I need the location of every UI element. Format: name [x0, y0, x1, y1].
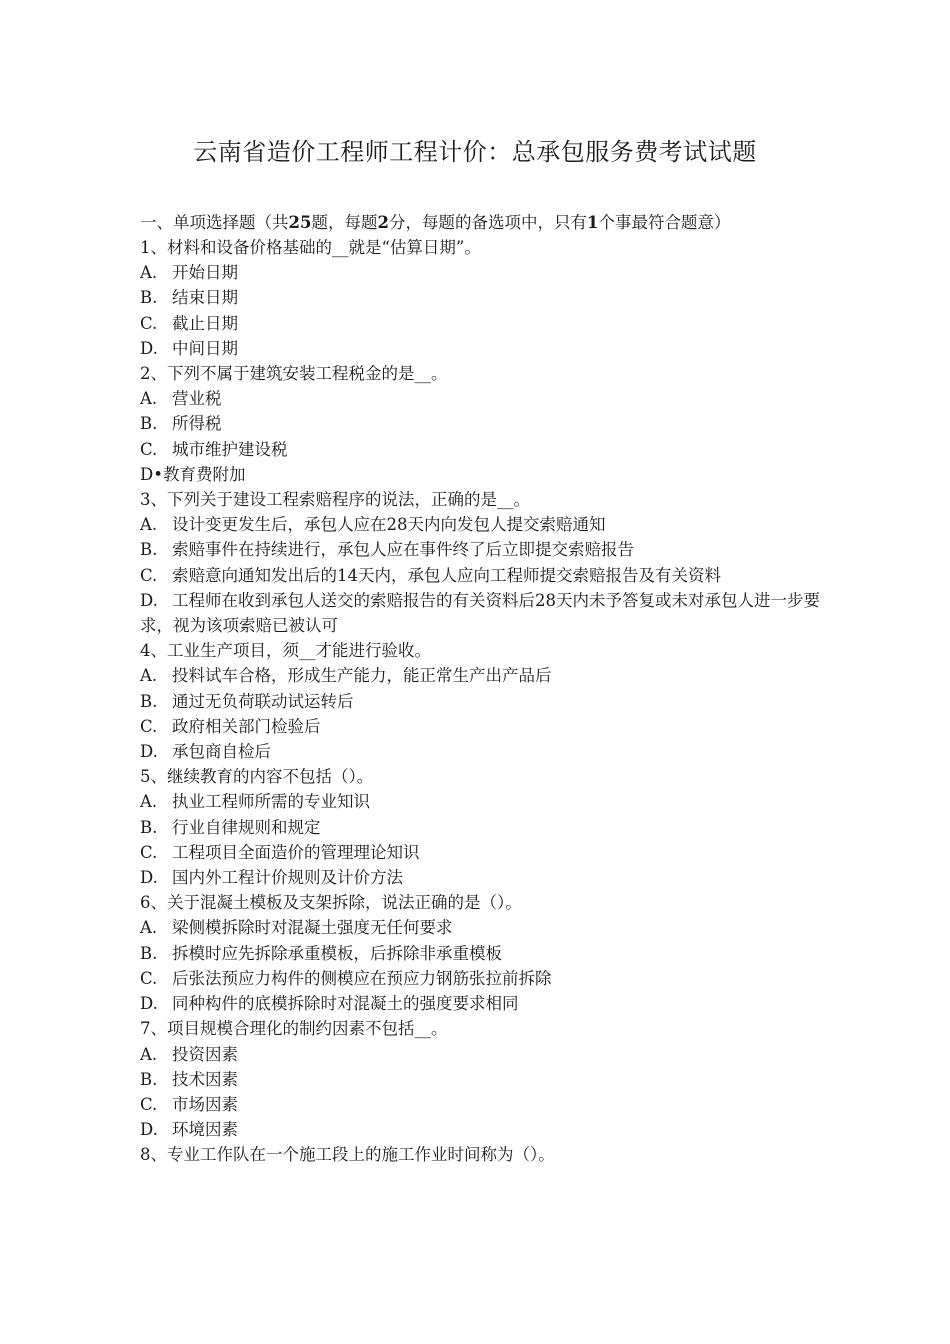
answer-option [140, 1067, 820, 1092]
answer-option [140, 789, 820, 814]
option-letter: A. [140, 666, 158, 686]
answer-option [140, 1117, 820, 1142]
option-text: 承包商自检后 [172, 742, 271, 762]
option-letter: D. [140, 742, 158, 762]
option-text: 截止日期 [172, 313, 238, 333]
option-letter: D. [140, 590, 158, 610]
option-letter: B. [140, 414, 158, 434]
option-text: 城市维护建设税 [172, 439, 288, 459]
option-letter: A. [140, 918, 158, 938]
option-letter: D. [140, 1120, 158, 1140]
answer-option [140, 285, 820, 310]
answer-option [140, 739, 820, 764]
answer-option [140, 311, 820, 336]
answer-option [140, 865, 820, 890]
page-title: 云南省造价工程师工程计价：总承包服务费考试试题 [193, 138, 757, 166]
option-text: 营业税 [172, 389, 222, 409]
question-stem: 1、材料和设备价格基础的__就是“估算日期”。 [140, 238, 481, 257]
option-text: 工程师在收到承包人送交的索赔报告的有关资料后28天内未予答复或未对承包人进一步要求，视为该项索赔已被认可 [140, 590, 820, 636]
option-text: 所得税 [172, 414, 222, 434]
answer-option [140, 386, 820, 411]
answer-option [140, 411, 820, 436]
option-text: 梁侧模拆除时对混凝土强度无任何要求 [172, 918, 453, 938]
answer-option [140, 563, 820, 588]
option-letter: B. [140, 1069, 158, 1089]
option-letter: C. [140, 565, 158, 585]
option-text: 同种构件的底模拆除时对混凝土的强度要求相同 [172, 994, 519, 1014]
option-text: 索赔意向通知发出后的14天内，承包人应向工程师提交索赔报告及有关资料 [172, 565, 721, 585]
option-letter: C. [140, 439, 158, 459]
answer-option [140, 689, 820, 714]
option-letter: C. [140, 716, 158, 736]
answer-option [140, 537, 820, 562]
option-text: 政府相关部门检验后 [172, 716, 321, 736]
answer-option [140, 815, 820, 840]
option-letter: B. [140, 540, 158, 560]
option-text: 结束日期 [172, 288, 238, 308]
question-stem: 8、专业工作队在一个施工段上的施工作业时间称为（）。 [140, 1145, 555, 1165]
answer-option [140, 966, 820, 991]
answer-option [140, 663, 820, 688]
option-text: 市场因素 [172, 1094, 238, 1114]
option-text: 执业工程师所需的专业知识 [172, 792, 370, 812]
option-letter: D. [140, 868, 158, 888]
answer-option: D•教育费附加 [140, 464, 246, 484]
option-text: 行业自律规则和规定 [172, 817, 321, 837]
option-text: 投资因素 [172, 1044, 238, 1064]
option-letter: B. [140, 691, 158, 711]
answer-option [140, 1092, 820, 1117]
question-stem: 3、下列关于建设工程索赔程序的说法，正确的是__。 [140, 490, 530, 510]
option-text: 投料试车合格，形成生产能力，能正常生产出产品后 [172, 666, 552, 686]
answer-option [140, 336, 820, 361]
option-letter: C. [140, 968, 158, 988]
answer-option [140, 512, 820, 537]
question-stem: 7、项目规模合理化的制约因素不包括__。 [140, 1019, 448, 1039]
option-letter: D. [140, 338, 158, 358]
question-stem: 2、下列不属于建筑安装工程税金的是__。 [140, 364, 448, 384]
question-list [140, 235, 820, 1168]
answer-option [140, 260, 820, 285]
option-text: 中间日期 [172, 338, 238, 358]
answer-option [140, 840, 820, 865]
option-letter: A. [140, 1044, 158, 1064]
answer-option [140, 941, 820, 966]
option-letter: B. [140, 288, 158, 308]
option-letter: A. [140, 792, 158, 812]
option-text: 环境因素 [172, 1120, 238, 1140]
question-stem: 4、工业生产项目，须__才能进行验收。 [140, 641, 431, 661]
option-text: 技术因素 [172, 1069, 238, 1089]
answer-option [140, 588, 820, 638]
option-text: 开始日期 [172, 263, 238, 283]
question-stem: 5、继续教育的内容不包括（）。 [140, 767, 374, 787]
exam-body [140, 210, 820, 1168]
answer-option [140, 915, 820, 940]
option-letter: A. [140, 515, 158, 535]
option-letter: C. [140, 313, 158, 333]
option-text: 工程项目全面造价的管理理论知识 [172, 842, 420, 862]
option-text: 国内外工程计价规则及计价方法 [172, 868, 403, 888]
option-text: 后张法预应力构件的侧模应在预应力钢筋张拉前拆除 [172, 968, 552, 988]
answer-option [140, 714, 820, 739]
option-letter: C. [140, 1094, 158, 1114]
option-letter: B. [140, 817, 158, 837]
option-text: 设计变更发生后，承包人应在28天内向发包人提交索赔通知 [172, 515, 606, 535]
option-letter: A. [140, 389, 158, 409]
answer-option [140, 1042, 820, 1067]
option-letter: A. [140, 263, 158, 283]
answer-option [140, 991, 820, 1016]
option-letter: B. [140, 943, 158, 963]
option-text: 拆模时应先拆除承重模板，后拆除非承重模板 [172, 943, 502, 963]
answer-option [140, 437, 820, 462]
option-letter: D. [140, 994, 158, 1014]
option-letter: C. [140, 842, 158, 862]
option-text: 通过无负荷联动试运转后 [172, 691, 354, 711]
question-stem: 6、关于混凝土模板及支架拆除，说法正确的是（）。 [140, 893, 522, 913]
section-heading: 一、单项选择题（共25题，每题2分，每题的备选项中，只有1个事最符合题意） [140, 213, 731, 232]
option-text: 索赔事件在持续进行，承包人应在事件终了后立即提交索赔报告 [172, 540, 634, 560]
